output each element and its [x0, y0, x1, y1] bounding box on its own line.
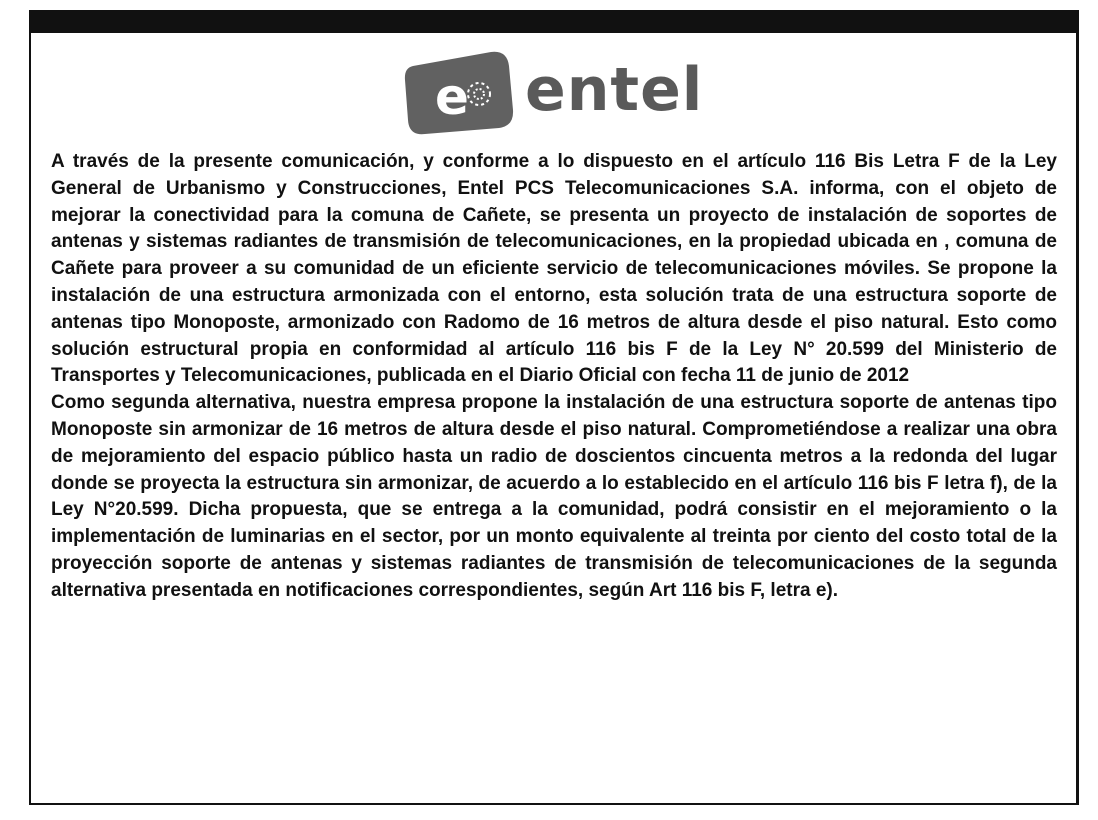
public-notice	[29, 10, 1079, 805]
entel-logo	[403, 48, 723, 138]
notice-paragraph-1: A través de la presente comunicación, y conforme a lo dispuesto en el artículo 116 Bis Letra F de la Ley General de Urbanismo y Construcciones, Entel PCS Telecomunicaciones S.A. informa, con el objeto de mejorar la conectividad para la comuna de Cañete, se presenta un proyecto de instalación de soportes de antenas y sistemas radiantes de transmisión de telecomunicaciones, en la propiedad ubicada en , comuna de Cañete para proveer a su comunidad de un eficiente servicio de telecomunicaciones móviles. Se propone la instalación de una estructura armonizada con el entorno, esta solución trata de una estructura soporte de antenas tipo Monoposte, armonizado con Radomo de 16 metros de altura desde el piso natural. Esto como solución estructural propia en conformidad al artículo 116 bis F de la Ley N° 20.599 del Ministerio de Transportes y Telecomunicaciones, publicada en el Diario Oficial con fecha 11 de junio de 2012	[51, 151, 1057, 387]
entel-logo-mark-icon	[403, 48, 515, 138]
notice-header-bar	[31, 10, 1076, 33]
svg-text:e: e	[435, 68, 469, 126]
notice-paragraph-2: Como segunda alternativa, nuestra empresa propone la instalación de una estructura soporte de antenas tipo Monoposte sin armonizar de 16 metros de altura desde el piso natural. Comprometiéndose a realizar una obra de mejoramiento del espacio público hasta un radio de doscientos cincuenta metros a la redonda del lugar donde se proyecta la estructura sin armonizar, de acuerdo a lo establecido en el artículo 116 bis F letra f), de la Ley N°20.599. Dicha propuesta, que se entrega a la comunidad, podrá consistir en el mejoramiento o la implementación de luminarias en el sector, por un monto equivalente al treinta por ciento del costo total de la proyección soporte de antenas y sistemas radiantes de transmisión de telecomunicaciones de la segunda alternativa presentada en notificaciones correspondientes, según Art 116 bis F, letra e).	[51, 392, 1057, 601]
notice-body	[51, 149, 1057, 605]
entel-wordmark: entel	[525, 55, 704, 125]
